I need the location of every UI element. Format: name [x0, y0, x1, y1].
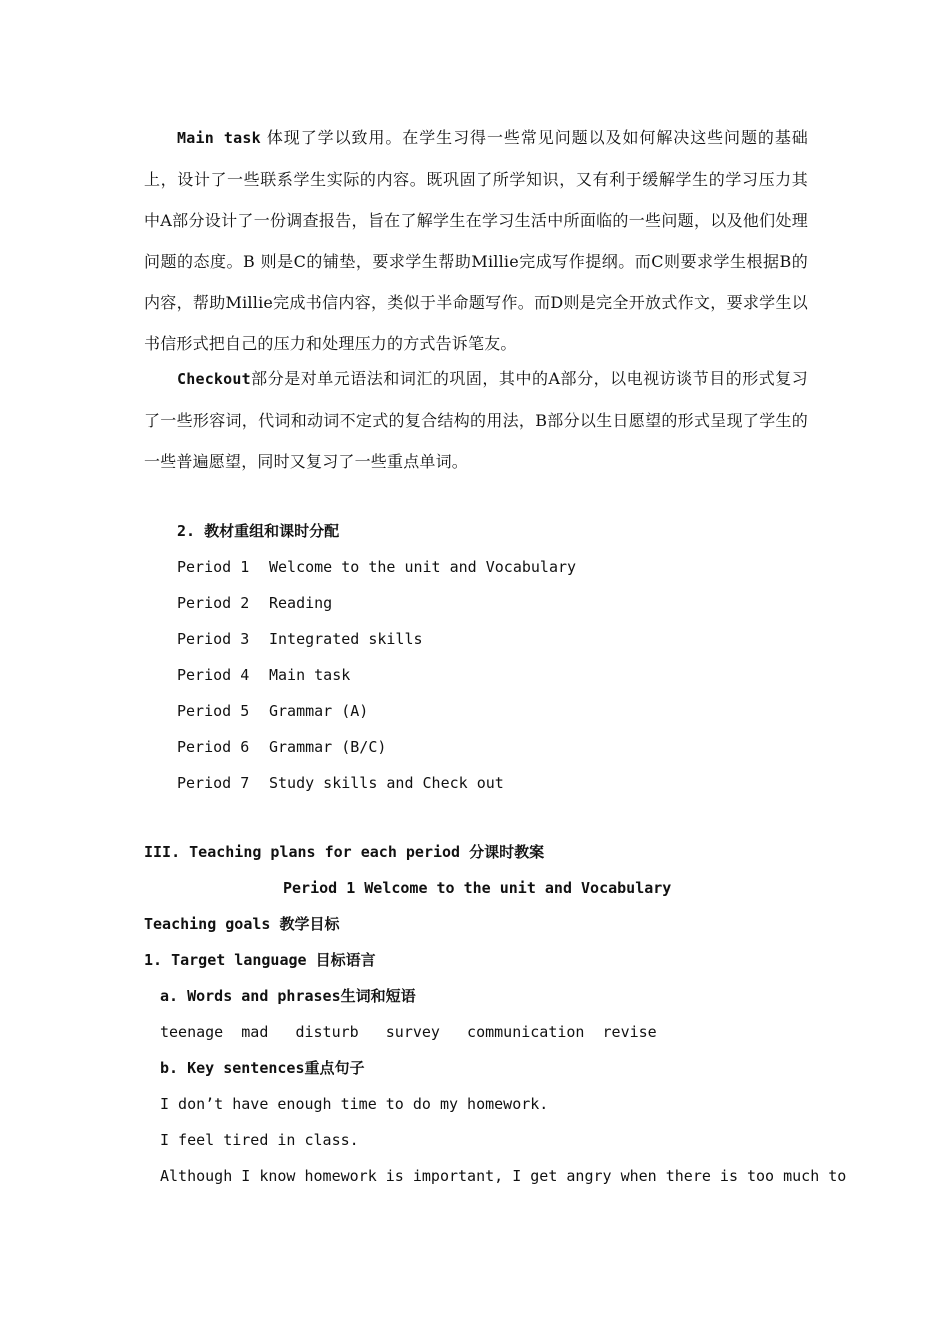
period-row	[177, 593, 332, 613]
main-task-text: 体现了学以致用。在学生习得一些常见问题以及如何解决这些问题的基础上，设计了一些联系学生实际的内容。既巩固了所学知识，又有利于缓解学生的学习压力其中A部分设计了一份调查报告，旨在了解学生在学习生活中所面临的一些问题，以及他们处理问题的态度。B 则是C的铺垫，要求学生帮助Millie完成写作提纲。而C则要求学生根据B的内容，帮助Millie完成书信内容，类似于半命题写作。而D则是完全开放式作文，要求学生以书信形式把自己的压力和处理压力的方式告诉笔友。	[144, 128, 808, 353]
checkout-lead: Checkout	[177, 370, 251, 388]
period-number: Period 7	[177, 774, 250, 792]
words-heading: a. Words and phrases生词和短语	[160, 987, 416, 1005]
vocabulary-list: teenage mad disturb survey communication revise	[160, 1023, 657, 1041]
period-number: Period 3	[177, 630, 250, 648]
key-sentences-heading: b. Key sentences重点句子	[160, 1059, 365, 1077]
period-title: Grammar (B/C)	[269, 738, 387, 756]
period-row	[177, 701, 368, 721]
checkout-text: 部分是对单元语法和词汇的巩固，其中的A部分，以电视访谈节目的形式复习了一些形容词，代词和动词不定式的复合结构的用法，B部分以生日愿望的形式呈现了学生的一些普遍愿望，同时又复习了一些重点单词。	[144, 369, 808, 471]
period1-title: Period 1 Welcome to the unit and Vocabulary	[283, 879, 672, 897]
section2-heading: 2. 教材重组和课时分配	[177, 522, 340, 540]
period-row	[177, 629, 423, 649]
period-row	[177, 557, 576, 577]
period-number: Period 4	[177, 666, 250, 684]
period-number: Period 1	[177, 558, 250, 576]
period-title: Welcome to the unit and Vocabulary	[269, 558, 577, 576]
main-task-lead: Main task	[177, 129, 261, 147]
period-row	[177, 737, 386, 757]
period-title: Study skills and Check out	[269, 774, 504, 792]
period-title: Main task	[269, 666, 351, 684]
period-row	[177, 773, 504, 793]
period-title: Reading	[269, 594, 333, 612]
key-sentence: I don’t have enough time to do my homework.	[160, 1095, 549, 1113]
section3-heading: III. Teaching plans for each period 分课时教案	[144, 843, 545, 861]
period-number: Period 5	[177, 702, 250, 720]
period-title: Grammar (A)	[269, 702, 369, 720]
period-number: Period 2	[177, 594, 250, 612]
key-sentence: I feel tired in class.	[160, 1131, 359, 1149]
key-sentence: Although I know homework is important, I get angry when there is too much to	[160, 1167, 847, 1185]
period-row	[177, 665, 350, 685]
period-title: Integrated skills	[269, 630, 423, 648]
target-language-heading: 1. Target language 目标语言	[144, 951, 376, 969]
teaching-goals-heading: Teaching goals 教学目标	[144, 915, 340, 933]
checkout-paragraph	[144, 358, 808, 482]
main-task-paragraph	[144, 117, 808, 364]
period-number: Period 6	[177, 738, 250, 756]
